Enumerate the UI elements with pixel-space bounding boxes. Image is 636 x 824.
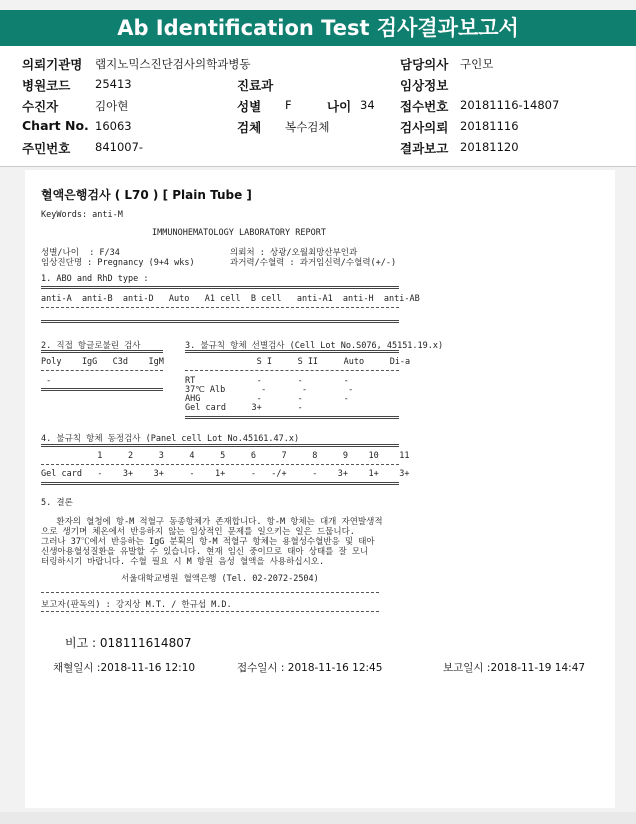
ward-line: 의뢰처 : 상광/오월최망산부인과 xyxy=(230,248,358,258)
chart-no-label: Chart No. xyxy=(22,118,89,133)
report-title: Ab Identification Test 검사결과보고서 xyxy=(0,10,636,46)
keywords: KeyWords: anti-M xyxy=(41,210,123,220)
specimen-value: 복수검체 xyxy=(285,120,330,134)
clinical-info-label: 임상정보 xyxy=(400,78,449,93)
institution-line: 서울대학교병원 혈액은행 (Tel. 02-2072-2504) xyxy=(121,574,319,584)
diagnosis-line: 임상진단명 : Pregnancy (9+4 wks) xyxy=(41,258,195,268)
panel-row-gel: Gel card - 3+ 3+ - 1+ - -/+ - 3+ 1+ 3+ xyxy=(41,469,410,479)
dat-values: - xyxy=(41,376,52,386)
divider xyxy=(41,611,379,612)
scanned-report xyxy=(25,170,615,808)
collected-time: 채혈일시 :2018-11-16 12:10 xyxy=(53,662,196,674)
dat-header: Poly IgG C3d IgM xyxy=(41,357,164,367)
screen-row-ahg: AHG - - - xyxy=(185,394,349,404)
screen-header: S I S II Auto Di-a xyxy=(185,357,411,367)
doctor-label: 담당의사 xyxy=(400,57,449,72)
age-label: 나이 xyxy=(327,99,352,114)
sex-value: F xyxy=(285,98,292,112)
divider xyxy=(41,592,379,593)
divider xyxy=(185,370,399,371)
divider xyxy=(185,416,399,419)
abo-header: anti-A anti-B anti-D Auto A1 cell B cell anti-A1 anti-H anti-AB xyxy=(41,294,420,304)
specimen-label: 검체 xyxy=(237,120,262,135)
sex-label: 성별 xyxy=(237,99,262,114)
patient-value: 김아현 xyxy=(95,99,129,113)
dept-label: 진료과 xyxy=(237,78,274,93)
lab-report-title: IMMUNOHEMATOLOGY LABORATORY REPORT xyxy=(152,228,326,238)
conclusion-line: 터링하시기 바랍니다. 수혈 필요 시 M 항원 음성 혈액을 사용하십시오. xyxy=(41,557,325,567)
accession-label: 접수번호 xyxy=(400,99,449,114)
panel-header: 1 2 3 4 5 6 7 8 9 10 11 xyxy=(41,451,410,461)
sex-age-line: 성별/나이 : F/34 xyxy=(41,248,120,258)
conclusion-line: 그러나 37℃에서 반응하는 IgG 분획의 항-M 적혈구 항체는 용혈성수혈반응 및 태아 xyxy=(41,537,375,547)
dat-title: 2. 직접 항글로불린 검사 xyxy=(41,341,141,351)
hospital-code-label: 병원코드 xyxy=(22,78,71,93)
institution-label: 의뢰기관명 xyxy=(22,57,83,72)
divider xyxy=(185,350,399,353)
bottom-strip xyxy=(0,812,636,824)
screen-row-gel: Gel card 3+ - xyxy=(185,403,303,413)
screen-row-rt: RT - - - xyxy=(185,376,349,386)
abo-title: 1. ABO and RhD type : xyxy=(41,274,149,284)
divider xyxy=(41,482,399,485)
doctor-value: 구인모 xyxy=(460,57,494,71)
id-number-value: 841007- xyxy=(95,140,144,154)
reporter-line: 보고자(판독의) : 강지상 M.T. / 한규섭 M.D. xyxy=(41,600,232,610)
divider xyxy=(41,388,163,391)
received-time: 접수일시 : 2018-11-16 12:45 xyxy=(237,662,383,674)
conclusion-title: 5. 결론 xyxy=(41,498,73,508)
id-number-label: 주민번호 xyxy=(22,141,71,156)
institution-value: 랩지노믹스진단검사의학과병동 xyxy=(95,57,251,71)
divider xyxy=(41,350,163,353)
report-date-value: 20181120 xyxy=(460,140,519,154)
divider xyxy=(41,286,399,289)
divider xyxy=(41,307,399,308)
patient-header xyxy=(0,46,636,167)
request-date-value: 20181116 xyxy=(460,119,519,133)
screen-title: 3. 불규칙 항체 선별검사 (Cell Lot No.S076, 45151.19.x) xyxy=(185,341,444,351)
divider xyxy=(41,464,399,465)
divider xyxy=(41,370,163,371)
reported-time: 보고일시 :2018-11-19 14:47 xyxy=(443,662,586,674)
screen-row-alb: 37℃ Alb - - - xyxy=(185,385,354,395)
chart-no-value: 16063 xyxy=(95,119,132,133)
patient-label: 수진자 xyxy=(22,99,59,114)
age-value: 34 xyxy=(360,98,375,112)
conclusion-line: 으로 생기며 체온에서 반응하지 않는 임상적인 문제를 일으키는 일은 드뭅니다. xyxy=(41,527,355,537)
request-date-label: 검사의뢰 xyxy=(400,120,449,135)
history-line: 과거력/수혈력 : 과거임신력/수혈력(+/-) xyxy=(230,258,397,268)
panel-title: 4. 불규칙 항체 동정검사 (Panel cell Lot No.45161.47.x) xyxy=(41,434,300,444)
hospital-code-value: 25413 xyxy=(95,77,132,91)
report-date-label: 결과보고 xyxy=(400,141,449,156)
conclusion-line: 신생아용혈성질환을 유발할 수 있습니다. 현재 임신 중이므로 태아 상태를 잘 모니 xyxy=(41,547,369,557)
report-heading: 혈액은행검사 ( L70 ) [ Plain Tube ] xyxy=(41,188,252,202)
memo: 비고 : 018111614807 xyxy=(65,636,192,650)
divider xyxy=(41,444,399,447)
accession-value: 20181116-14807 xyxy=(460,98,560,112)
conclusion-line: 환자의 혈청에 항-M 적혈구 동종항체가 존재합니다. 항-M 항체는 대개 자연발생적 xyxy=(41,517,383,527)
divider xyxy=(41,320,399,323)
